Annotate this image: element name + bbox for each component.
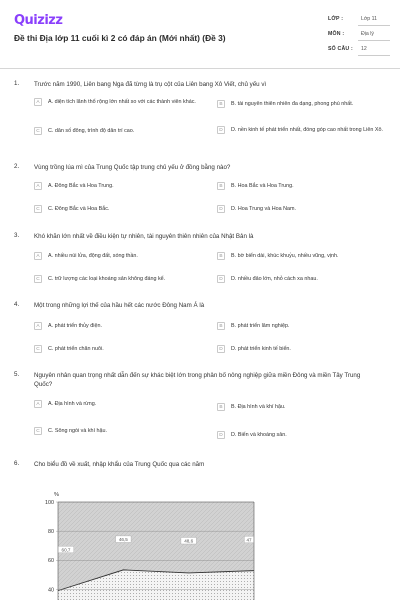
meta-subject <box>328 29 390 41</box>
option-text: B. phát triển lâm nghiệp. <box>231 322 290 329</box>
y-tick-label: 40 <box>48 587 54 594</box>
option-letter-box: A <box>34 182 42 190</box>
question-number: 4. <box>14 301 20 308</box>
option-letter-box: D <box>217 431 225 439</box>
page-title: Đề thi Địa lớp 11 cuối kì 2 có đáp án (Mới nhất) (Đề 3) <box>14 33 226 43</box>
option-letter-box: C <box>34 275 42 283</box>
option-text: B. Địa hình và khí hậu. <box>231 403 286 410</box>
upper-data-label: 47 <box>246 537 252 543</box>
meta-question-count-value: 12 <box>361 46 367 52</box>
question-number: 6. <box>14 460 20 467</box>
option-letter-box: B <box>217 100 225 108</box>
option-text: B. bờ biển dài, khúc khuỷu, nhiều vũng, vịnh. <box>231 252 339 259</box>
option-text: C. dân số đông, trình độ dân trí cao. <box>48 127 135 134</box>
meta-subject-value: Địa lý <box>361 31 374 37</box>
option-letter-box: A <box>34 252 42 260</box>
header-divider <box>0 68 400 69</box>
y-tick-label: 60 <box>48 558 54 565</box>
question-number: 2. <box>14 163 20 170</box>
option-letter-box: B <box>217 322 225 330</box>
option-text: A. nhiều núi lửa, động đất, sóng thần. <box>48 252 138 259</box>
question-text: Nguyên nhân quan trọng nhất dẫn đến sự khác biệt lớn trong phân bố nông nghiệp giữa miền Đông và miền Tây Trung Quốc? <box>34 372 361 388</box>
upper-data-label: 48,6 <box>184 538 194 544</box>
meta-class <box>328 14 390 26</box>
option-letter-box: C <box>34 127 42 135</box>
option-text: B. Hoa Bắc và Hoa Trung. <box>231 182 294 189</box>
option-text: D. nhiều đảo lớn, nhỏ cách xa nhau. <box>231 275 318 282</box>
option-letter-box: D <box>217 126 225 134</box>
option-letter-box: D <box>217 275 225 283</box>
option-text: D. phát triển kinh tế biển. <box>231 345 291 352</box>
option-text: A. phát triển thủy điện. <box>48 322 102 329</box>
option-letter-box: B <box>217 403 225 411</box>
meta-class-value: Lớp 11 <box>361 16 377 22</box>
option-text: C. trữ lượng các loại khoáng sản không đáng kể. <box>48 275 166 282</box>
option-letter-box: C <box>34 345 42 353</box>
option-letter-box: A <box>34 322 42 330</box>
option-letter-box: C <box>34 427 42 435</box>
option-letter-box: B <box>217 252 225 260</box>
option-text: D. nền kinh tế phát triển nhất, đóng góp cao nhất trong Liên Xô. <box>231 126 383 133</box>
option-text: A. Đông Bắc và Hoa Trung. <box>48 182 114 189</box>
option-letter-box: B <box>217 182 225 190</box>
question-number: 5. <box>14 371 20 378</box>
option-letter-box: D <box>217 205 225 213</box>
y-tick-label: 100 <box>45 499 54 506</box>
option-text: D. Biển và khoáng sản. <box>231 431 287 438</box>
option-text: A. Địa hình và rừng. <box>48 400 97 407</box>
chart-svg <box>30 478 270 600</box>
meta-question-count-label: SỐ CÂU : <box>328 46 353 52</box>
question-text: Cho biểu đồ về xuất, nhập khẩu của Trung Quốc qua các năm <box>34 461 205 468</box>
quizizz-logo: Quizizz <box>14 13 63 28</box>
y-tick-label: 80 <box>48 529 54 535</box>
question-number: 3. <box>14 232 20 239</box>
option-text: B. tài nguyên thiên nhiên đa dạng, phong phú nhất. <box>231 100 354 107</box>
option-letter-box: D <box>217 345 225 353</box>
export-import-chart <box>30 478 270 600</box>
option-text: A. diện tích lãnh thổ rộng lớn nhất so với các thành viên khác. <box>48 98 196 105</box>
option-letter-box: C <box>34 205 42 213</box>
option-text: D. Hoa Trung và Hoa Nam. <box>231 205 297 212</box>
y-axis-label: % <box>54 492 59 498</box>
upper-data-label: 46,5 <box>118 536 128 542</box>
question-number: 1. <box>14 80 20 87</box>
option-letter-box: A <box>34 98 42 106</box>
question-text: Vùng trồng lúa mì của Trung Quốc tập trung chủ yếu ở đồng bằng nào? <box>34 164 231 171</box>
upper-data-label: 60,7 <box>61 547 71 553</box>
meta-class-label: LỚP : <box>328 16 344 22</box>
meta-question-count <box>328 44 390 56</box>
question-text: Khó khăn lớn nhất về điều kiện tự nhiên, tài nguyên thiên nhiên của Nhật Bản là <box>34 233 254 240</box>
meta-subject-label: MÔN : <box>328 31 345 37</box>
option-letter-box: A <box>34 400 42 408</box>
option-text: C. Đông Bắc và Hoa Bắc. <box>48 205 110 212</box>
option-text: C. Sông ngòi và khí hậu. <box>48 427 108 434</box>
option-text: C. phát triển chăn nuôi. <box>48 345 104 352</box>
question-text: Trước năm 1990, Liên bang Nga đã từng là trụ cột của Liên bang Xô Viết, chủ yếu vì <box>34 81 267 88</box>
question-text: Một trong những lợi thế của hầu hết các nước Đông Nam Á là <box>34 302 205 309</box>
